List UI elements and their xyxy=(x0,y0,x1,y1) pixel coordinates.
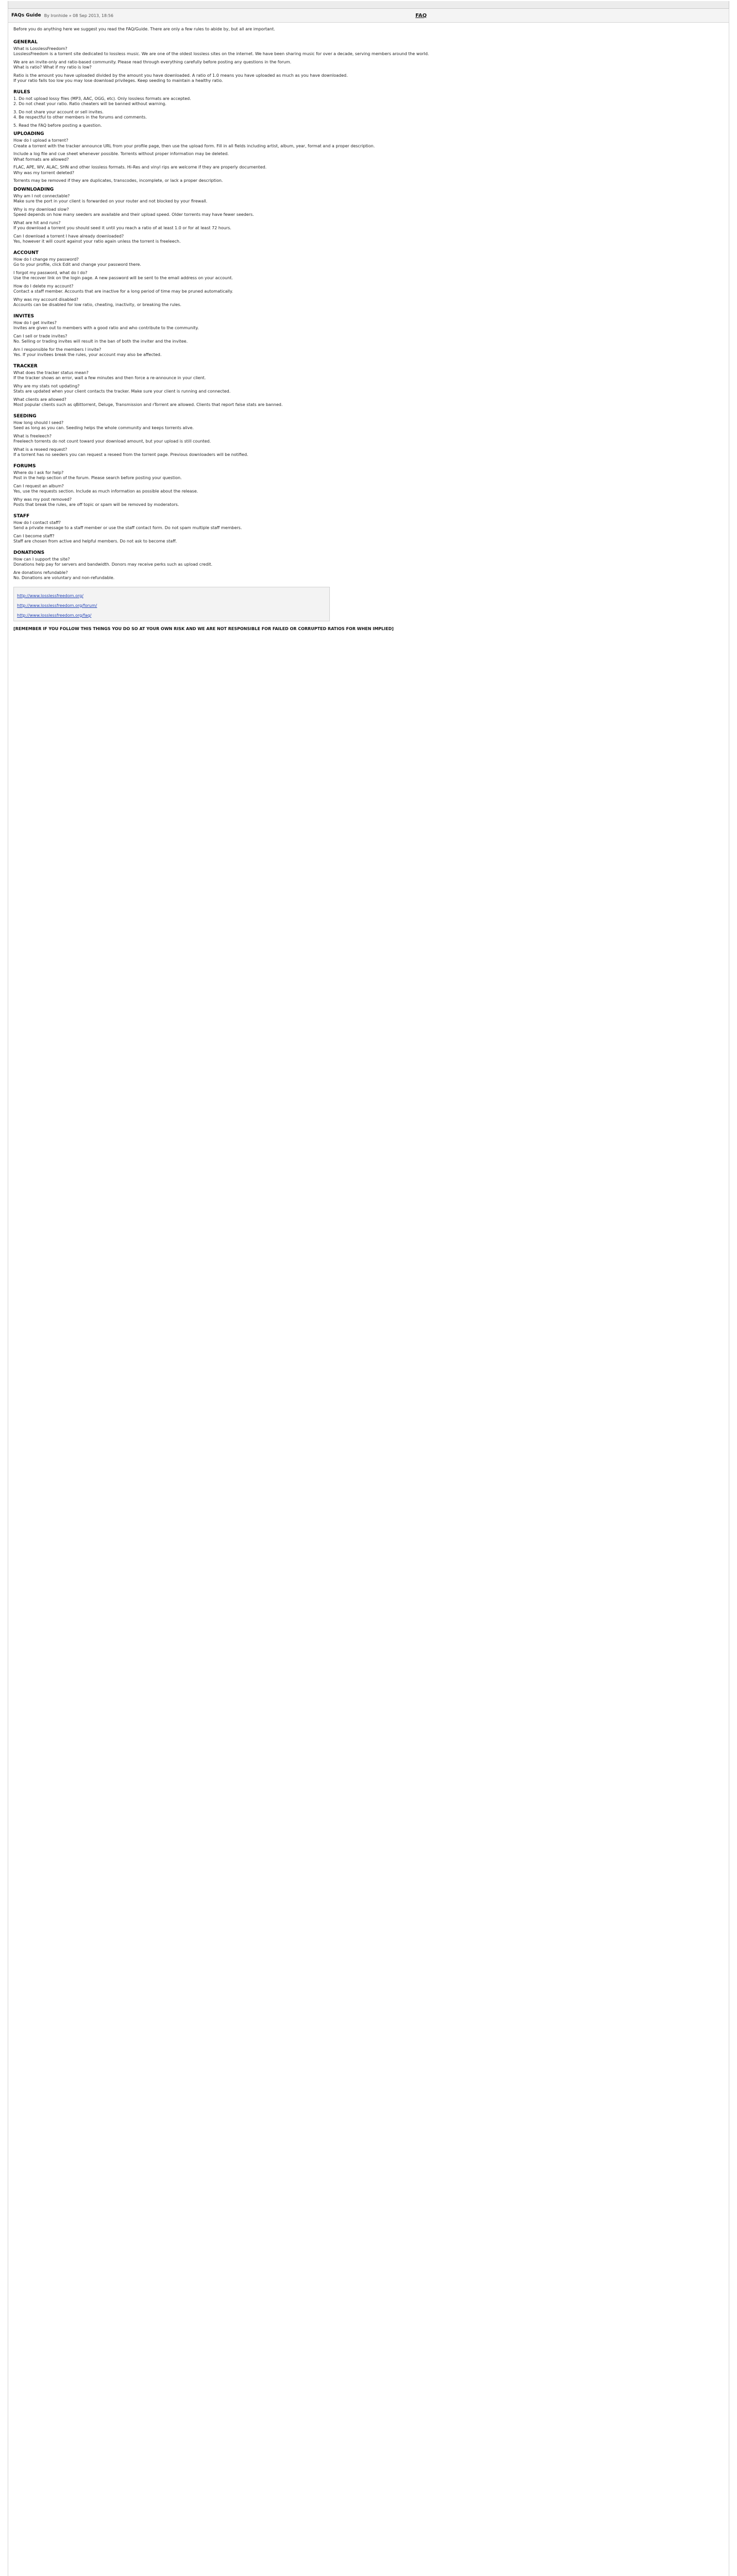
section-line: If you download a torrent you should seed it until you reach a ratio of at least 1.0 or for at least 72 hours. xyxy=(13,226,231,230)
section-line: Seed as long as you can. Seeding helps the whole community and keeps torrents alive. xyxy=(13,426,194,430)
section-title: RULES xyxy=(13,89,30,95)
post-content xyxy=(8,23,729,2576)
post-header xyxy=(8,9,729,23)
section-line: Speed depends on how many seeders are available and their upload speed. Older torrents may have fewer seeders. xyxy=(13,212,254,217)
link-site[interactable]: http://www.losslessfreedom.org/ xyxy=(17,593,83,598)
section-line: Why was my account disabled? xyxy=(13,297,78,302)
faq-section xyxy=(13,131,724,184)
intro-text: Before you do anything here we suggest you read the FAQ/Guide. There are only a few rules to abide by, but all are important. xyxy=(13,27,275,31)
section-line: Can I sell or trade invites? xyxy=(13,333,68,338)
section-line: Freeleech torrents do not count toward your download amount, but your upload is still counted. xyxy=(13,439,211,444)
section-line: What formats are allowed? xyxy=(13,157,69,162)
section-line: What is ratio? What if my ratio is low? xyxy=(13,65,92,70)
section-line: Create a torrent with the tracker announce URL from your profile page, then use the upload form. Fill in all fields including artist, album, year, format and a proper description. xyxy=(13,143,375,148)
section-title: ACCOUNT xyxy=(13,250,39,256)
section-line: How can I support the site? xyxy=(13,556,70,562)
faq-section xyxy=(13,514,724,547)
section-title: GENERAL xyxy=(13,39,38,45)
faq-section xyxy=(13,364,724,411)
section-line: Yes. If your invitees break the rules, your account may also be affected. xyxy=(13,352,162,357)
section-line: How do I delete my account? xyxy=(13,283,74,289)
faq-section xyxy=(13,314,724,361)
section-line: What does the tracker status mean? xyxy=(13,370,89,375)
section-line: Ratio is the amount you have uploaded divided by the amount you have downloaded. A ratio of 1.0 means you have uploaded as much as you have downloaded. xyxy=(13,73,348,78)
section-title: UPLOADING xyxy=(13,131,44,137)
section-line: Most popular clients such as qBittorrent, Deluge, Transmission and rTorrent are allowed. Clients that report false stats are banned. xyxy=(13,402,283,407)
section-line: Why was my torrent deleted? xyxy=(13,170,74,175)
section-line: Staff are chosen from active and helpful members. Do not ask to become staff. xyxy=(13,539,177,544)
section-line: LosslessFreedom is a torrent site dedicated to lossless music. We are one of the oldest lossless sites on the internet. We have been sharing music for over a decade, serving members around the world. xyxy=(13,52,429,56)
section-line: Can I become staff? xyxy=(13,533,55,538)
section-line: 5. Read the FAQ before posting a question. xyxy=(13,123,102,128)
section-line: How long should I seed? xyxy=(13,420,64,425)
section-line: I forgot my password, what do I do? xyxy=(13,270,88,275)
section-title: TRACKER xyxy=(13,363,38,369)
section-line: Invites are given out to members with a good ratio and who contribute to the community. xyxy=(13,326,199,330)
section-line: What is a reseed request? xyxy=(13,447,68,452)
page xyxy=(8,0,729,2576)
faq-section xyxy=(13,90,724,129)
section-line: Yes, use the requests section. Include as much information as possible about the release. xyxy=(13,489,198,494)
section-line: What is freeleech? xyxy=(13,433,52,438)
section-title: DOWNLOADING xyxy=(13,187,54,192)
faq-section xyxy=(13,40,724,87)
section-title: SEEDING xyxy=(13,413,37,419)
section-line: Contact a staff member. Accounts that are inactive for a long period of time may be pruned automatically. xyxy=(13,289,233,294)
section-line: Can I request an album? xyxy=(13,483,64,488)
section-line: Why was my post removed? xyxy=(13,497,72,502)
section-line: Can I download a torrent I have already downloaded? xyxy=(13,233,124,239)
section-line: What are hit and runs? xyxy=(13,220,61,225)
section-title: STAFF xyxy=(13,513,30,519)
section-line: What clients are allowed? xyxy=(13,397,66,402)
section-line: Go to your profile, click Edit and change your password there. xyxy=(13,262,141,267)
section-line: Make sure the port in your client is forwarded on your router and not blocked by your firewall. xyxy=(13,199,208,204)
section-line: Are donations refundable? xyxy=(13,570,68,575)
faq-section xyxy=(13,187,724,247)
section-line: What is LosslessFreedom? xyxy=(13,46,68,51)
faq-section xyxy=(13,414,724,461)
section-title: DONATIONS xyxy=(13,550,45,555)
section-line: Why are my stats not updating? xyxy=(13,383,80,388)
section-line: If a torrent has no seeders you can request a reseed from the torrent page. Previous downloaders will be notified. xyxy=(13,452,248,457)
links-block xyxy=(13,587,330,621)
post-byline: By Ironhide » 08 Sep 2013, 18:56 xyxy=(44,13,113,18)
section-line: How do I upload a torrent? xyxy=(13,138,69,143)
section-line: Yes, however it will count against your ratio again unless the torrent is freeleech. xyxy=(13,239,181,244)
section-line: Accounts can be disabled for low ratio, cheating, inactivity, or breaking the rules. xyxy=(13,302,181,307)
faq-section xyxy=(13,464,724,511)
section-line: Torrents may be removed if they are duplicates, transcodes, incomplete, or lack a proper description. xyxy=(13,178,223,183)
section-line: We are an invite-only and ratio-based community. Please read through everything carefully before posting any questions in the forum. xyxy=(13,59,292,64)
section-line: Posts that break the rules, are off topic or spam will be removed by moderators. xyxy=(13,502,179,507)
section-line: Why is my download slow? xyxy=(13,207,69,212)
section-line: If your ratio falls too low you may lose download privileges. Keep seeding to maintain a healthy ratio. xyxy=(13,78,223,83)
section-line: 3. Do not share your account or sell invites. xyxy=(13,109,104,114)
section-line: Include a log file and cue sheet whenever possible. Torrents without proper information may be deleted. xyxy=(13,151,229,156)
section-line: No. Selling or trading invites will result in the ban of both the inviter and the invitee. xyxy=(13,339,188,344)
section-line: 1. Do not upload lossy files (MP3, AAC, OGG, etc). Only lossless formats are accepted. xyxy=(13,96,191,101)
section-line: 4. Be respectful to other members in the forums and comments. xyxy=(13,115,147,120)
section-line: Why am I not connectable? xyxy=(13,193,70,198)
section-line: Stats are updated when your client contacts the tracker. Make sure your client is running and connected. xyxy=(13,389,231,394)
section-line: 2. Do not cheat your ratio. Ratio cheaters will be banned without warning. xyxy=(13,101,166,106)
post-title: FAQs Guide xyxy=(11,13,41,18)
section-line: Donations help pay for servers and bandwidth. Donors may receive perks such as upload credit. xyxy=(13,562,213,567)
link-forum[interactable]: http://www.losslessfreedom.org/forum/ xyxy=(17,603,97,608)
section-title: FORUMS xyxy=(13,463,36,469)
faq-section xyxy=(13,250,724,311)
faq-sections xyxy=(13,40,724,584)
section-line: FLAC, APE, WV, ALAC, SHN and other lossless formats. Hi-Res and vinyl rips are welcome if they are properly documented. xyxy=(13,165,267,170)
section-line: Use the recover link on the login page. A new password will be sent to the email address on your account. xyxy=(13,276,233,280)
section-line: No. Donations are voluntary and non-refundable. xyxy=(13,575,115,580)
faq-link[interactable]: FAQ xyxy=(415,12,427,19)
section-title: INVITES xyxy=(13,313,34,319)
section-line: How do I change my password? xyxy=(13,257,79,262)
section-line: How do I contact staff? xyxy=(13,520,61,525)
section-line: Send a private message to a staff member or use the staff contact form. Do not spam multiple staff members. xyxy=(13,526,242,530)
disclaimer-footer: [REMEMBER IF YOU FOLLOW THIS THINGS YOU DO SO AT YOUR OWN RISK AND WE ARE NOT RESPONSIBLE FOR FAILED OR CORRUPTED RATIOS FOR WHEN IMPLIED] xyxy=(13,626,394,631)
section-line: Where do I ask for help? xyxy=(13,470,64,475)
section-line: If the tracker shows an error, wait a few minutes and then force a re-announce in your client. xyxy=(13,376,206,380)
top-bar xyxy=(8,1,729,9)
section-line: How do I get invites? xyxy=(13,320,57,325)
faq-section xyxy=(13,550,724,584)
section-line: Am I responsible for the members I invite? xyxy=(13,347,102,352)
section-line: Post in the help section of the forum. Please search before posting your question. xyxy=(13,476,182,480)
link-faq[interactable]: http://www.losslessfreedom.org/faq/ xyxy=(17,613,92,618)
